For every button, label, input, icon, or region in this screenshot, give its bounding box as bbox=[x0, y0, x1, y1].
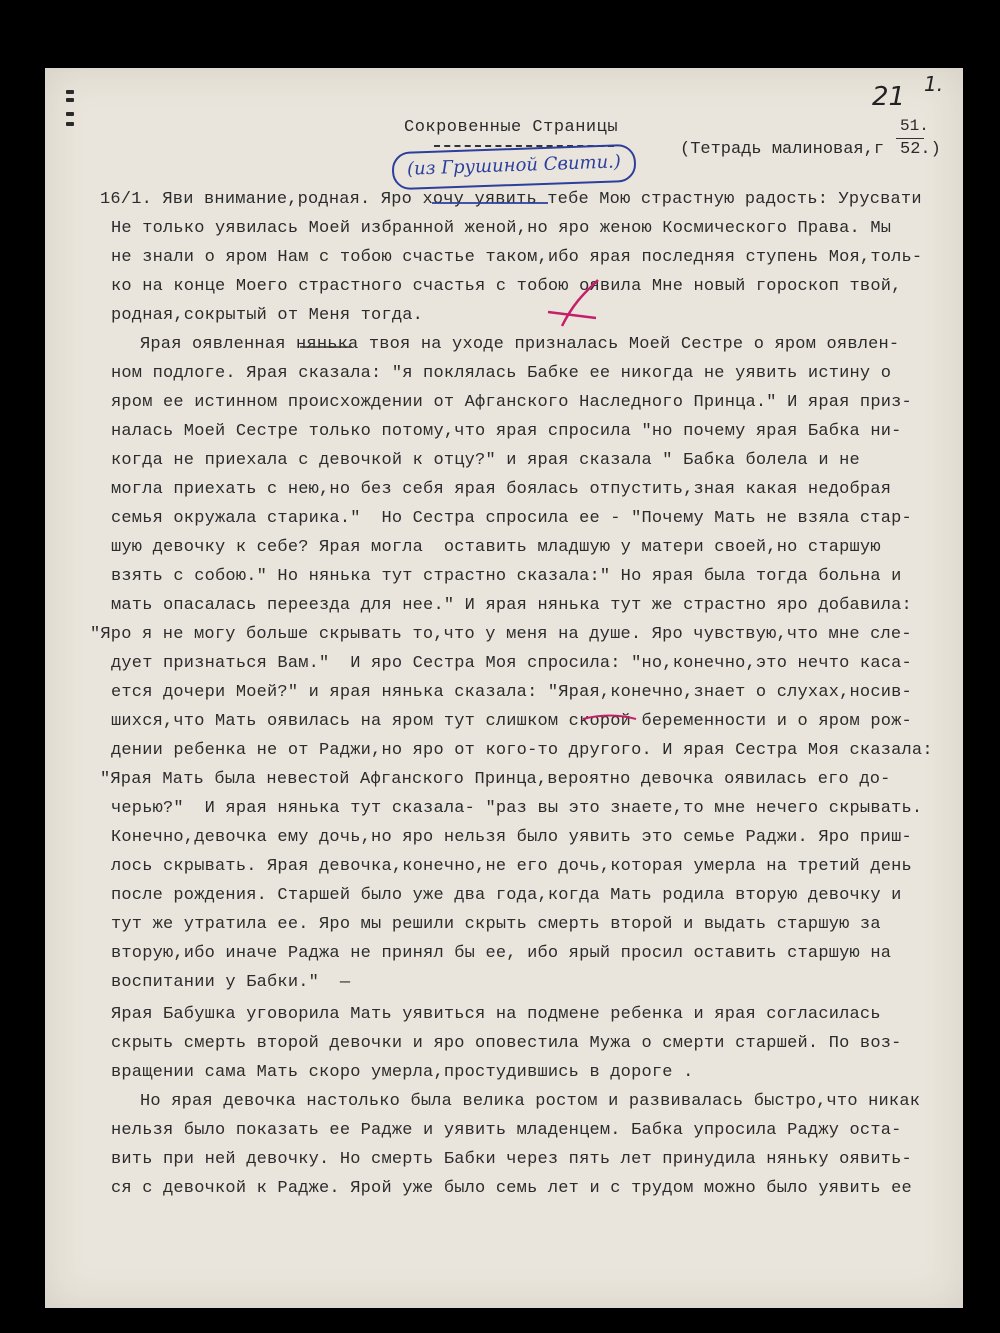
text-line: тут же утратила ее. Яро мы решили скрыть смерть второй и выдать старшую за bbox=[111, 915, 881, 934]
text-line: ном подлоге. Ярая сказала: "я поклялась Бабке ее никогда не уявить истину о bbox=[111, 364, 892, 383]
text-line: дении ребенка не от Раджи,но яро от кого-то другого. И ярая Сестра Моя сказала: bbox=[111, 741, 933, 760]
text-line: лось скрывать. Ярая девочка,конечно,не его дочь,которая умерла на третий день bbox=[111, 857, 912, 876]
text-line: ется дочери Моей?" и ярая нянька сказала: "Ярая,конечно,знает о слухах,носив- bbox=[111, 683, 912, 702]
text-line: ко на конце Моего страстного счастья с тобою оявила Мне новый гороскоп твой, bbox=[111, 277, 902, 296]
text-line: шую девочку к себе? Ярая могла оставить младшую у матери своей,но старшую bbox=[111, 538, 881, 557]
text-line: нельзя было показать ее Радже и уявить младенцем. Бабка упросила Раджу оста- bbox=[111, 1121, 902, 1140]
text-line: после рождения. Старшей было уже два года,когда Мать родила вторую девочку и bbox=[111, 886, 902, 905]
notebook-label: (Тетрадь малиновая,г bbox=[680, 140, 885, 159]
year-divider bbox=[896, 138, 924, 139]
text-line: мать опасалась переезда для нее." И ярая нянька тут же страстно яро добавила: bbox=[111, 596, 912, 615]
text-line: шихся,что Мать оявилась на яром тут слишком скорой беременности и о яром рож- bbox=[111, 712, 912, 731]
text-line: взять с собою." Но нянька тут страстно сказала:" Но ярая была тогда больна и bbox=[111, 567, 902, 586]
text-line: ся с девочкой к Радже. Ярой уже было семь лет и с трудом можно было уявить ее bbox=[111, 1179, 912, 1198]
text-line: Не только уявилась Моей избранной женой,но яро женою Космического Права. Мы bbox=[111, 219, 892, 238]
text-line: могла приехать с нею,но без себя ярая боялась отпустить,зная какая недобрая bbox=[111, 480, 892, 499]
text-line: черью?" И ярая нянька тут сказала- "раз вы это знаете,то мне нечего скрывать. bbox=[111, 799, 923, 818]
text-line: не знали о яром Нам с тобою счастье таком,ибо ярая последняя ступень Моя,толь- bbox=[111, 248, 923, 267]
document-title: Сокровенные Страницы bbox=[404, 118, 619, 137]
text-line: когда не приехала с девочкой к отцу?" и ярая сказала " Бабка болела и не bbox=[111, 451, 860, 470]
binding-hole bbox=[66, 122, 74, 126]
page-number: 1. bbox=[924, 72, 944, 96]
text-line: скрыть смерть второй девочки и яро оповестила Мужа о смерти старшей. По воз- bbox=[111, 1034, 902, 1053]
binding-hole bbox=[66, 98, 74, 102]
text-line: семья окружала старика." Но Сестра спросила ее - "Почему Мать не взяла стар- bbox=[111, 509, 912, 528]
text-line: "Яро я не могу больше скрывать то,что у меня на душе. Яро чувствую,что мне сле- bbox=[90, 625, 912, 644]
text-line: вращении сама Мать скоро умерла,простудившись в дороге . bbox=[111, 1063, 694, 1082]
year-top: 51. bbox=[900, 117, 929, 135]
text-line: Ярая оявленная нянька твоя на уходе призналась Моей Сестре о яром оявлен- bbox=[140, 335, 900, 354]
text-line: дует признаться Вам." И яро Сестра Моя спросила: "но,конечно,это нечто каса- bbox=[111, 654, 912, 673]
text-line: "Ярая Мать была невестой Афганского Принца,вероятно девочка оявилась его до- bbox=[100, 770, 891, 789]
text-line: налась Моей Сестре только потому,что ярая спросила "но почему ярая Бабка ни- bbox=[111, 422, 902, 441]
year-bottom: 52.) bbox=[900, 140, 941, 159]
text-line: Но ярая девочка настолько была велика ростом и развивалась быстро,что никак bbox=[140, 1092, 921, 1111]
binding-hole bbox=[66, 90, 74, 94]
text-line: вторую,ибо иначе Раджа не принял бы ее, ибо ярый просил оставить старшую на bbox=[111, 944, 892, 963]
binding-hole bbox=[66, 112, 74, 116]
folio-number: 21 bbox=[872, 82, 906, 112]
text-line: яром ее истинном происхождении от Афганского Наследного Принца." И ярая приз- bbox=[111, 393, 912, 412]
text-line: Конечно,девочка ему дочь,но яро нельзя было уявить это семье Раджи. Яро приш- bbox=[111, 828, 912, 847]
text-line: Ярая Бабушка уговорила Мать уявиться на подмене ребенка и ярая согласилась bbox=[111, 1005, 881, 1024]
text-line: вить при ней девочку. Но смерть Бабки через пять лет принудила няньку оявить- bbox=[111, 1150, 912, 1169]
handwritten-subtitle: (из Грушиной Свити.) bbox=[391, 144, 636, 190]
text-line: родная,сокрытый от Меня тогда. bbox=[111, 306, 424, 325]
text-line: 16/1. Яви внимание,родная. Яро хочу уявить тебе Мою страстную радость: Урусвати bbox=[100, 190, 922, 209]
text-line: воспитании у Бабки." — bbox=[111, 973, 351, 992]
